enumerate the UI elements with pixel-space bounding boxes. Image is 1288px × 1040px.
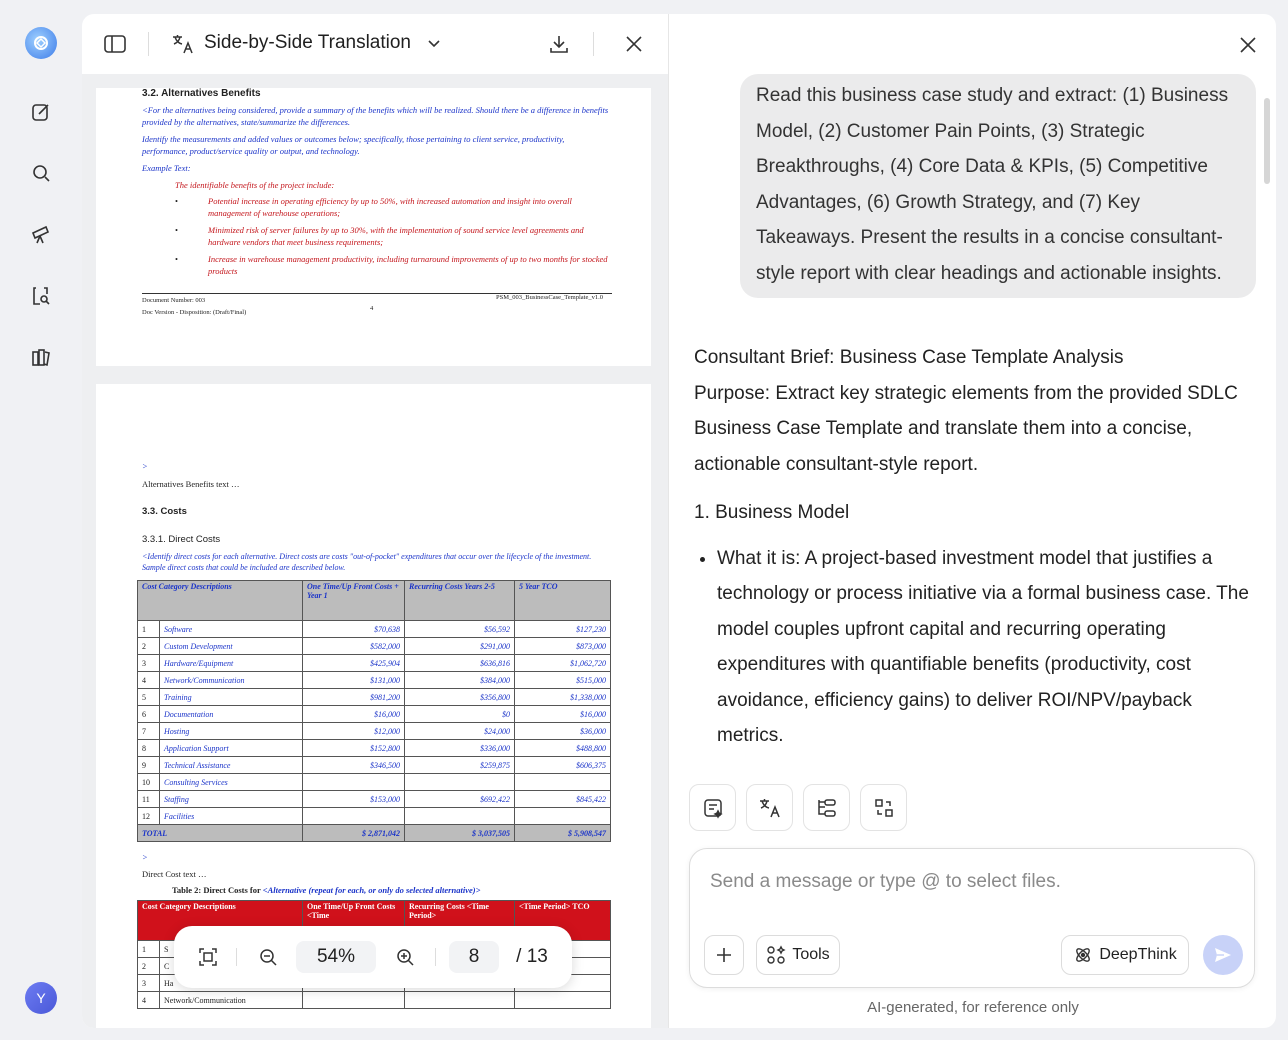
viewer-title[interactable]: Side-by-Side Translation (204, 32, 411, 53)
assistant-answer (694, 340, 1259, 754)
table-cell: 12 (138, 808, 160, 825)
deepthink-button[interactable] (1061, 935, 1189, 975)
table-header-cell: One Time/Up Front Costs + Year 1 (303, 581, 405, 621)
table-cell: Network/Communication (160, 672, 303, 689)
document-search-icon[interactable] (25, 280, 57, 312)
doc-paragraph: Alternatives Benefits text … (142, 479, 240, 489)
subsection-heading: 3.3.1. Direct Costs (142, 534, 221, 545)
library-icon[interactable] (25, 341, 57, 373)
table-total-row (138, 825, 611, 842)
section-heading: 3.3. Costs (142, 506, 187, 517)
close-viewer-icon[interactable] (619, 29, 649, 59)
chat-panel (668, 14, 1276, 1028)
footer-doc-version: Doc Version - Disposition: (Draft/Final) (142, 309, 247, 316)
direct-costs-table (137, 580, 611, 842)
table-cell: $0 (405, 706, 515, 723)
new-chat-icon[interactable] (25, 96, 57, 128)
translate-action-icon[interactable] (746, 784, 793, 831)
table-caption (172, 884, 480, 896)
table-cell: $1,062,720 (515, 655, 611, 672)
table-cell: $259,875 (405, 757, 515, 774)
table-caption-label: Table 2: Direct Costs for (172, 885, 263, 895)
table-cell: Hosting (160, 723, 303, 740)
doc-paragraph: Direct Cost text … (142, 869, 207, 879)
table-cell: $ 5,908,547 (515, 825, 611, 842)
table-row (138, 723, 611, 740)
table-cell: $488,800 (515, 740, 611, 757)
table-cell (515, 992, 611, 1009)
table-row (138, 638, 611, 655)
table-cell: 3 (138, 655, 160, 672)
table-cell: Network/Communication (160, 992, 303, 1009)
doc-bullet: Potential increase in operating efficiency by up to 50%, with increased automation and insight into overall management of warehouse operations; (208, 196, 572, 218)
table-cell: $12,000 (303, 723, 405, 740)
doc-paragraph: <For the alternatives being considered, provide a summary of the benefits which will be realized. Should there be a difference in benefits provided by the alternatives, state/summarize the differences. (142, 105, 609, 127)
table-cell: 6 (138, 706, 160, 723)
table-cell (303, 808, 405, 825)
doc-paragraph: <Identify direct costs for each alternative. Direct costs are costs "out-of-pocket" expenditures that occur over the lifecycle of the investment. Sample direct costs that could be included are described below. (142, 552, 592, 572)
table-row (138, 740, 611, 757)
table-cell: 1 (138, 941, 160, 958)
fit-page-icon[interactable] (192, 941, 224, 973)
table-cell: 4 (138, 992, 160, 1009)
table-cell: $845,422 (515, 791, 611, 808)
convert-icon[interactable] (860, 784, 907, 831)
table-cell: $24,000 (405, 723, 515, 740)
table-cell: C (160, 958, 303, 975)
table-cell: $291,000 (405, 638, 515, 655)
table-row (138, 706, 611, 723)
table-cell: $425,904 (303, 655, 405, 672)
page-total: / 13 (516, 946, 548, 967)
table-cell: $692,422 (405, 791, 515, 808)
table-header-row (138, 581, 611, 621)
table-header-cell: 5 Year TCO (515, 581, 611, 621)
answer-bullet: • What it is: A project-based investment model that justifies a technology or process initiative via a formal business case. The model couples upfront capital and recurring operating expenditures with quantifiable benefits (productivity, cost avoidance, efficiency gains) to deliver ROI/NPV/payback metrics. (717, 541, 1259, 754)
table-cell: $873,000 (515, 638, 611, 655)
table-cell (303, 774, 405, 791)
table-row (138, 808, 611, 825)
table-cell: 9 (138, 757, 160, 774)
add-attachment-button[interactable] (704, 935, 744, 975)
translate-icon (168, 29, 198, 59)
table-header-cell: Recurring Costs Years 2-5 (405, 581, 515, 621)
table-cell: $582,000 (303, 638, 405, 655)
answer-list (694, 541, 1259, 754)
table-cell: $606,375 (515, 757, 611, 774)
tools-button[interactable] (756, 935, 840, 975)
table-row (138, 621, 611, 638)
table-header-cell: Recurring Costs <Time Period> (405, 901, 515, 941)
table-cell: $346,500 (303, 757, 405, 774)
table-cell: 1 (138, 621, 160, 638)
table-cell: Training (160, 689, 303, 706)
table-cell: $152,800 (303, 740, 405, 757)
bullet-dot: • (175, 254, 178, 264)
table-cell (405, 992, 515, 1009)
footer-template-name: PSM_003_BusinessCase_Template_v1.0 (496, 294, 603, 301)
sidebar-toggle-icon[interactable] (100, 29, 130, 59)
user-avatar[interactable]: Y (25, 982, 57, 1014)
message-composer[interactable] (689, 848, 1255, 988)
table-cell: $131,000 (303, 672, 405, 689)
table-cell: $981,200 (303, 689, 405, 706)
table-cell (405, 808, 515, 825)
table-cell: $16,000 (515, 706, 611, 723)
app-logo-icon[interactable] (25, 27, 57, 59)
summarize-icon[interactable] (689, 784, 736, 831)
table-cell: Application Support (160, 740, 303, 757)
table-cell: $153,000 (303, 791, 405, 808)
page-number-input[interactable]: 8 (449, 941, 499, 973)
table-cell (515, 808, 611, 825)
user-message-bubble: Read this business case study and extract: (1) Business Model, (2) Customer Pain Points, (3) Strategic Breakthroughs, (4) Core Data & KPIs, (5) Competitive Advantages, (6) Growth Strategy, and (7) Key Takeaways. Present the results in a concise consultant-style report with clear headings and actionable insights. (740, 74, 1256, 298)
table-row (138, 791, 611, 808)
table-cell: TOTAL (138, 825, 303, 842)
table-cell: $70,638 (303, 621, 405, 638)
table-cell: 8 (138, 740, 160, 757)
table-row (138, 672, 611, 689)
bullet-dot: • (175, 196, 178, 206)
header-divider-2 (593, 32, 594, 56)
plus-icon (715, 946, 733, 964)
table-cell: 7 (138, 723, 160, 740)
table-cell: Custom Development (160, 638, 303, 655)
table-cell: 2 (138, 638, 160, 655)
table-cell (303, 992, 405, 1009)
document-viewer-panel (82, 14, 668, 1028)
table-cell: $636,816 (405, 655, 515, 672)
send-button[interactable] (1203, 935, 1243, 975)
doc-bullet: Minimized risk of server failures by up to 30%, with the implementation of sound service level agreements and hardware vendors that meet business requirements; (208, 225, 584, 247)
table-cell: 5 (138, 689, 160, 706)
table-header-cell: Cost Category Descriptions (138, 901, 303, 941)
footer-page-number: 4 (370, 305, 374, 312)
viewer-header (82, 14, 668, 74)
chat-scrollbar[interactable] (1264, 98, 1270, 184)
zoom-toolbar (174, 926, 572, 988)
table-cell: $336,000 (405, 740, 515, 757)
table-row (138, 992, 611, 1009)
table-cell: Documentation (160, 706, 303, 723)
zoom-level[interactable]: 54% (296, 941, 376, 973)
table-cell: $ 2,871,042 (303, 825, 405, 842)
table-cell: Consulting Services (160, 774, 303, 791)
app-rail (0, 0, 82, 1040)
table-caption-alt: <Alternative (repeat for each, or only do selected alternative)> (262, 885, 481, 895)
tools-label: Tools (792, 946, 830, 963)
table-cell: $36,000 (515, 723, 611, 740)
search-icon[interactable] (25, 157, 57, 189)
table-cell: 11 (138, 791, 160, 808)
atom-icon (1073, 945, 1093, 965)
table-cell: 10 (138, 774, 160, 791)
table-header-cell: Cost Category Descriptions (138, 581, 303, 621)
document-scroll-area[interactable] (82, 74, 668, 1028)
doc-paragraph: Identify the measurements and added values or outcomes below; specifically, those pertaining to client service, productivity, performance, product/service quality or output, and technology. (142, 134, 565, 156)
footer-doc-number: Document Number: 003 (142, 297, 206, 304)
table-row (138, 655, 611, 672)
close-chat-icon[interactable] (1237, 34, 1259, 56)
table-cell: $1,338,000 (515, 689, 611, 706)
zoom-divider (435, 948, 436, 966)
doc-bullet: Increase in warehouse management productivity, including turnaround improvements of up to two months for stocked products (208, 254, 608, 276)
table-cell: Technical Assistance (160, 757, 303, 774)
zoom-out-icon[interactable] (252, 941, 284, 973)
send-icon (1213, 945, 1233, 965)
doc-paragraph: The identifiable benefits of the project include: (175, 180, 335, 190)
message-input[interactable]: Send a message or type @ to select files. (710, 871, 1061, 892)
table-row (138, 774, 611, 791)
table-cell: 4 (138, 672, 160, 689)
table-header-cell: One Time/Up Front Costs <Time (303, 901, 405, 941)
chevron-down-icon[interactable] (419, 29, 449, 59)
section-heading: 3.2. Alternatives Benefits (142, 88, 261, 99)
table-cell: $356,800 (405, 689, 515, 706)
deepthink-label: DeepThink (1099, 946, 1177, 963)
table-cell: $127,230 (515, 621, 611, 638)
table-cell: $56,592 (405, 621, 515, 638)
bullet-dot: • (175, 225, 178, 235)
table-cell: Software (160, 621, 303, 638)
table-row (138, 689, 611, 706)
document-page (96, 88, 651, 366)
table-cell: Ha (160, 975, 303, 992)
answer-section-heading: 1. Business Model (694, 502, 850, 523)
zoom-divider (236, 948, 237, 966)
table-cell: S (160, 941, 303, 958)
table-cell: $16,000 (303, 706, 405, 723)
telescope-icon[interactable] (25, 218, 57, 250)
table-cell: 3 (138, 975, 160, 992)
table-row (138, 757, 611, 774)
answer-purpose: Purpose: Extract key strategic elements from the provided SDLC Business Case Template and translate them into a concise, actionable consultant-style report. (694, 382, 1238, 475)
table-cell (405, 774, 515, 791)
table-cell (515, 774, 611, 791)
table-cell: $384,000 (405, 672, 515, 689)
table-cell: Staffing (160, 791, 303, 808)
table-header-cell: <Time Period> TCO (515, 901, 611, 941)
tools-icon (766, 945, 786, 965)
table-cell: 2 (138, 958, 160, 975)
doc-gt: > (142, 461, 148, 471)
table-cell: $515,000 (515, 672, 611, 689)
table-cell: $ 3,037,505 (405, 825, 515, 842)
table-cell: Facilities (160, 808, 303, 825)
zoom-in-icon[interactable] (389, 941, 421, 973)
download-icon[interactable] (544, 29, 574, 59)
doc-gt: > (142, 852, 148, 862)
mindmap-icon[interactable] (803, 784, 850, 831)
answer-title: Consultant Brief: Business Case Template Analysis (694, 347, 1124, 368)
ai-disclaimer: AI-generated, for reference only (867, 999, 1079, 1016)
header-divider (148, 32, 149, 56)
doc-paragraph: Example Text: (142, 163, 191, 173)
table-cell: Hardware/Equipment (160, 655, 303, 672)
